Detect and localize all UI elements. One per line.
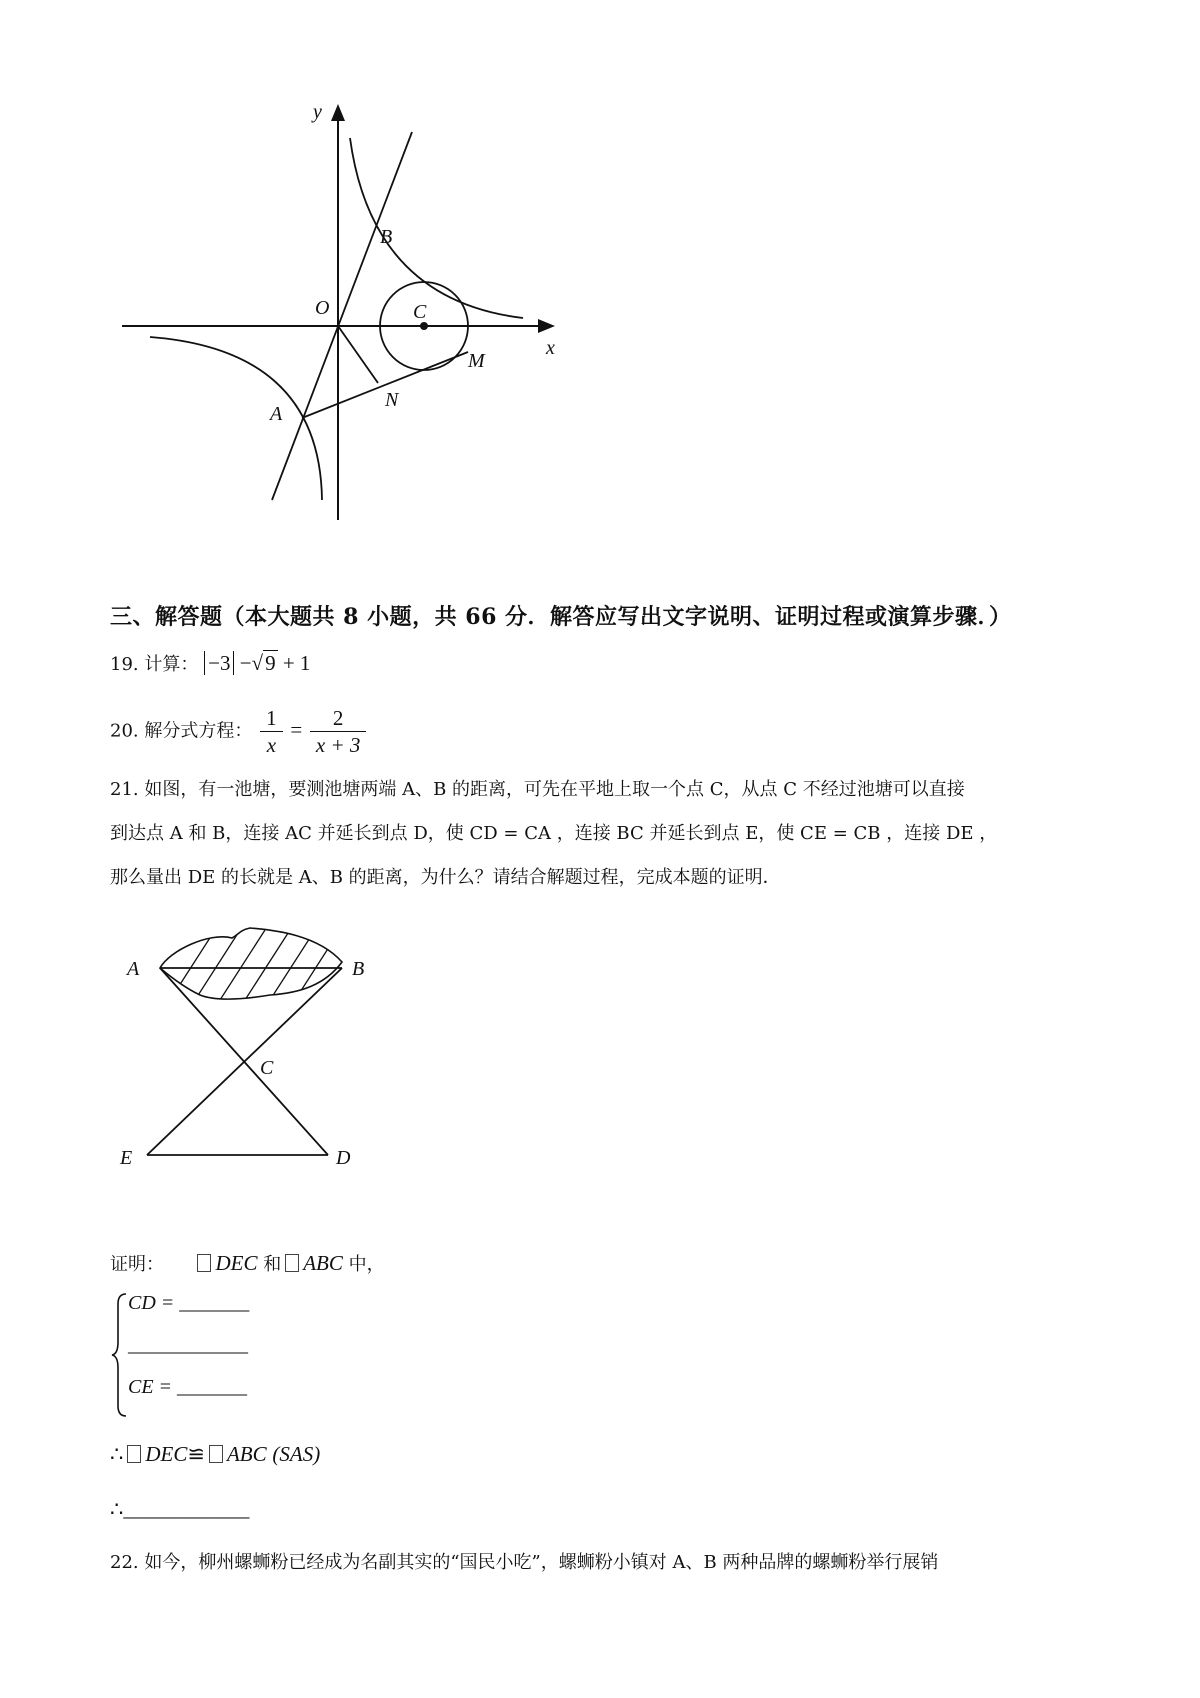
q19-prefix: 计算： [144,654,199,675]
origin-label: O [315,297,330,319]
coordinate-figure [115,100,575,530]
x-axis-label: x [546,337,555,359]
point-c-label: C [260,1057,274,1079]
triangle-symbol-1 [197,1254,211,1272]
x-axis-arrow [538,319,555,333]
point-c-label: C [413,301,427,323]
concl-tri1: DEC [145,1442,188,1466]
proof-row-2: ____________ [128,1334,248,1356]
pond-outline [160,928,342,999]
system-brace [110,1290,130,1420]
hyperbola-branch-2 [150,337,322,500]
proof-in: 中， [348,1254,385,1275]
q21-line-2: 到达点 A 和 B，连接 AC 并延长到点 D，使 CD = CA ，连接 BC 并延长到点 E，使 CE = CB ，连接 DE ， [110,823,998,844]
point-b-label: B [352,958,365,980]
q20-rhs-den: x + 3 [315,733,361,757]
concl-reason: (SAS) [272,1442,321,1466]
congruent-symbol: ≌ [187,1442,205,1466]
final-blank: ____________ [123,1497,250,1521]
point-c [420,322,428,330]
line-on [338,326,378,383]
proof-and: 和 [263,1254,282,1275]
q19-radicand: 9 [265,651,276,675]
q20-prefix: 解分式方程： [144,720,253,742]
point-e-label: E [120,1147,133,1169]
section-title: 三、解答题（本大题共 8 小题，共 66 分．解答应写出文字说明、证明过程或演算步骤．） [110,604,1012,630]
pond-figure [110,920,380,1180]
segment-be [147,968,342,1155]
concl-tri2: ABC [226,1442,267,1466]
q19-minus: − [239,651,252,675]
triangle-symbol-3 [127,1445,141,1463]
point-a-label: A [270,403,283,425]
q20-lhs-fraction [260,707,283,756]
question-21 [110,768,1100,900]
point-b-label: B [380,226,393,248]
point-a-label: A [127,958,140,980]
q20-lhs-num: 1 [260,707,283,732]
triangle-symbol-4 [209,1445,223,1463]
q20-equals: = [290,717,303,742]
proof-final [110,1498,249,1522]
therefore-symbol-2: ∴ [110,1497,124,1521]
y-axis-label: y [313,101,322,123]
proof-label: 证明： [110,1254,164,1275]
proof-tri2: ABC [303,1251,343,1275]
q20-rhs-num: 2 [310,707,367,732]
line-ab [272,132,412,500]
y-axis-arrow [331,104,345,121]
proof-system [110,1290,280,1420]
q21-line-3: 那么量出 DE 的长就是 A、B 的距离，为什么？请结合解题过程，完成本题的证明． [110,867,781,888]
point-d-label: D [336,1147,351,1169]
point-n-label: N [385,389,399,411]
q19-tail: + 1 [282,651,311,675]
question-19: 19. 计算： −3 −√9 + 1 [110,651,311,675]
triangle-symbol-2 [285,1254,299,1272]
therefore-symbol: ∴ [110,1442,124,1466]
proof-row-1: CD = _______ [128,1292,250,1314]
q20-rhs-fraction [310,707,367,756]
proof-row-3: CE = _______ [128,1376,248,1398]
proof-tri1: DEC [215,1251,258,1275]
q21-line-1: 21. 如图，有一池塘，要测池塘两端 A、B 的距离，可先在平地上取一个点 C，从点 C 不经过池塘可以直接 [110,779,965,800]
q20-lhs-den: x [266,733,277,757]
q19-number: 19. [110,654,139,675]
point-m-label: M [468,350,485,372]
q19-abs-value: −3 [204,651,234,675]
q20-number: 20. [110,720,139,742]
question-20 [110,707,368,756]
question-22: 22. 如今，柳州螺蛳粉已经成为名副其实的“国民小吃”，螺蛳粉小镇对 A、B 两种品牌的螺蛳粉举行展销 [110,1552,939,1573]
proof-conclusion [110,1443,320,1467]
proof-intro [110,1252,385,1276]
pond-hatching [170,930,340,1000]
